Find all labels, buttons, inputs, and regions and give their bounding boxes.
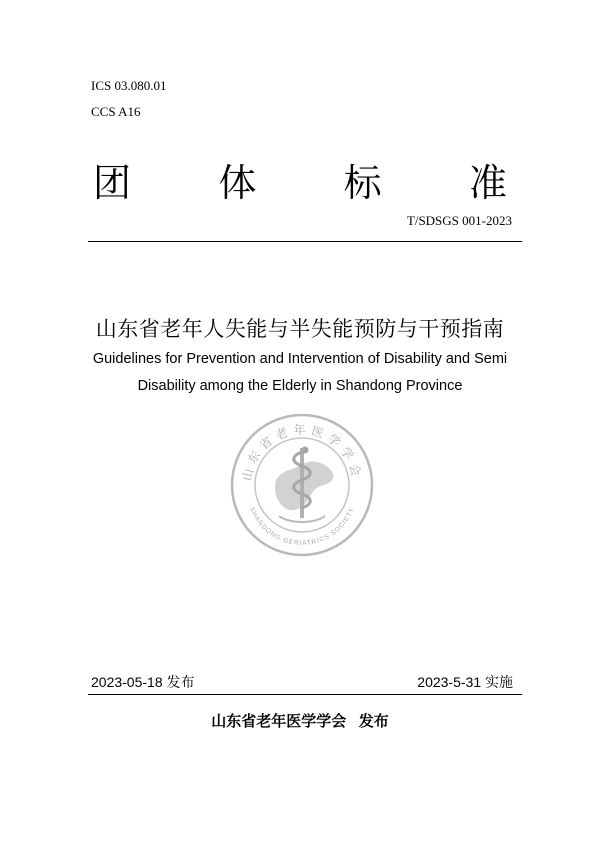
ics-code: ICS 03.080.01 (91, 78, 167, 93)
standard-type-char: 标 (343, 163, 382, 205)
standard-type-char: 准 (468, 163, 507, 205)
serpent-head-icon (302, 447, 309, 454)
society-seal (229, 412, 375, 558)
english-title-line-2: Disability among the Elderly in Shandong Province (137, 378, 463, 394)
standard-type-char: 体 (218, 163, 257, 205)
header-divider (88, 241, 522, 242)
map-silhouette-icon (275, 461, 333, 510)
chinese-title: 山东省老年人失能与半失能预防与干预指南 (95, 317, 505, 341)
standard-type-title (90, 152, 510, 207)
standard-code: T/SDSGS 001-2023 (406, 213, 512, 228)
footer-divider (88, 694, 522, 695)
implement-date: 2023-5-31 实施 (417, 674, 513, 690)
english-title-line-1: Guidelines for Prevention and Intervention of Disability and Semi (92, 351, 508, 367)
seal-inner-text: 山东省老年医学学会 (239, 423, 365, 483)
ccs-code: CCS A16 (91, 104, 141, 119)
seal-emblem-icon (229, 412, 375, 558)
standard-type-char: 团 (92, 163, 131, 205)
issuing-organization: 山东省老年医学学会 发布 (211, 713, 389, 730)
seal-outer-text: SHANDONG GERIATRICS SOCIETY (248, 506, 356, 548)
publish-date: 2023-05-18 发布 (91, 674, 195, 690)
